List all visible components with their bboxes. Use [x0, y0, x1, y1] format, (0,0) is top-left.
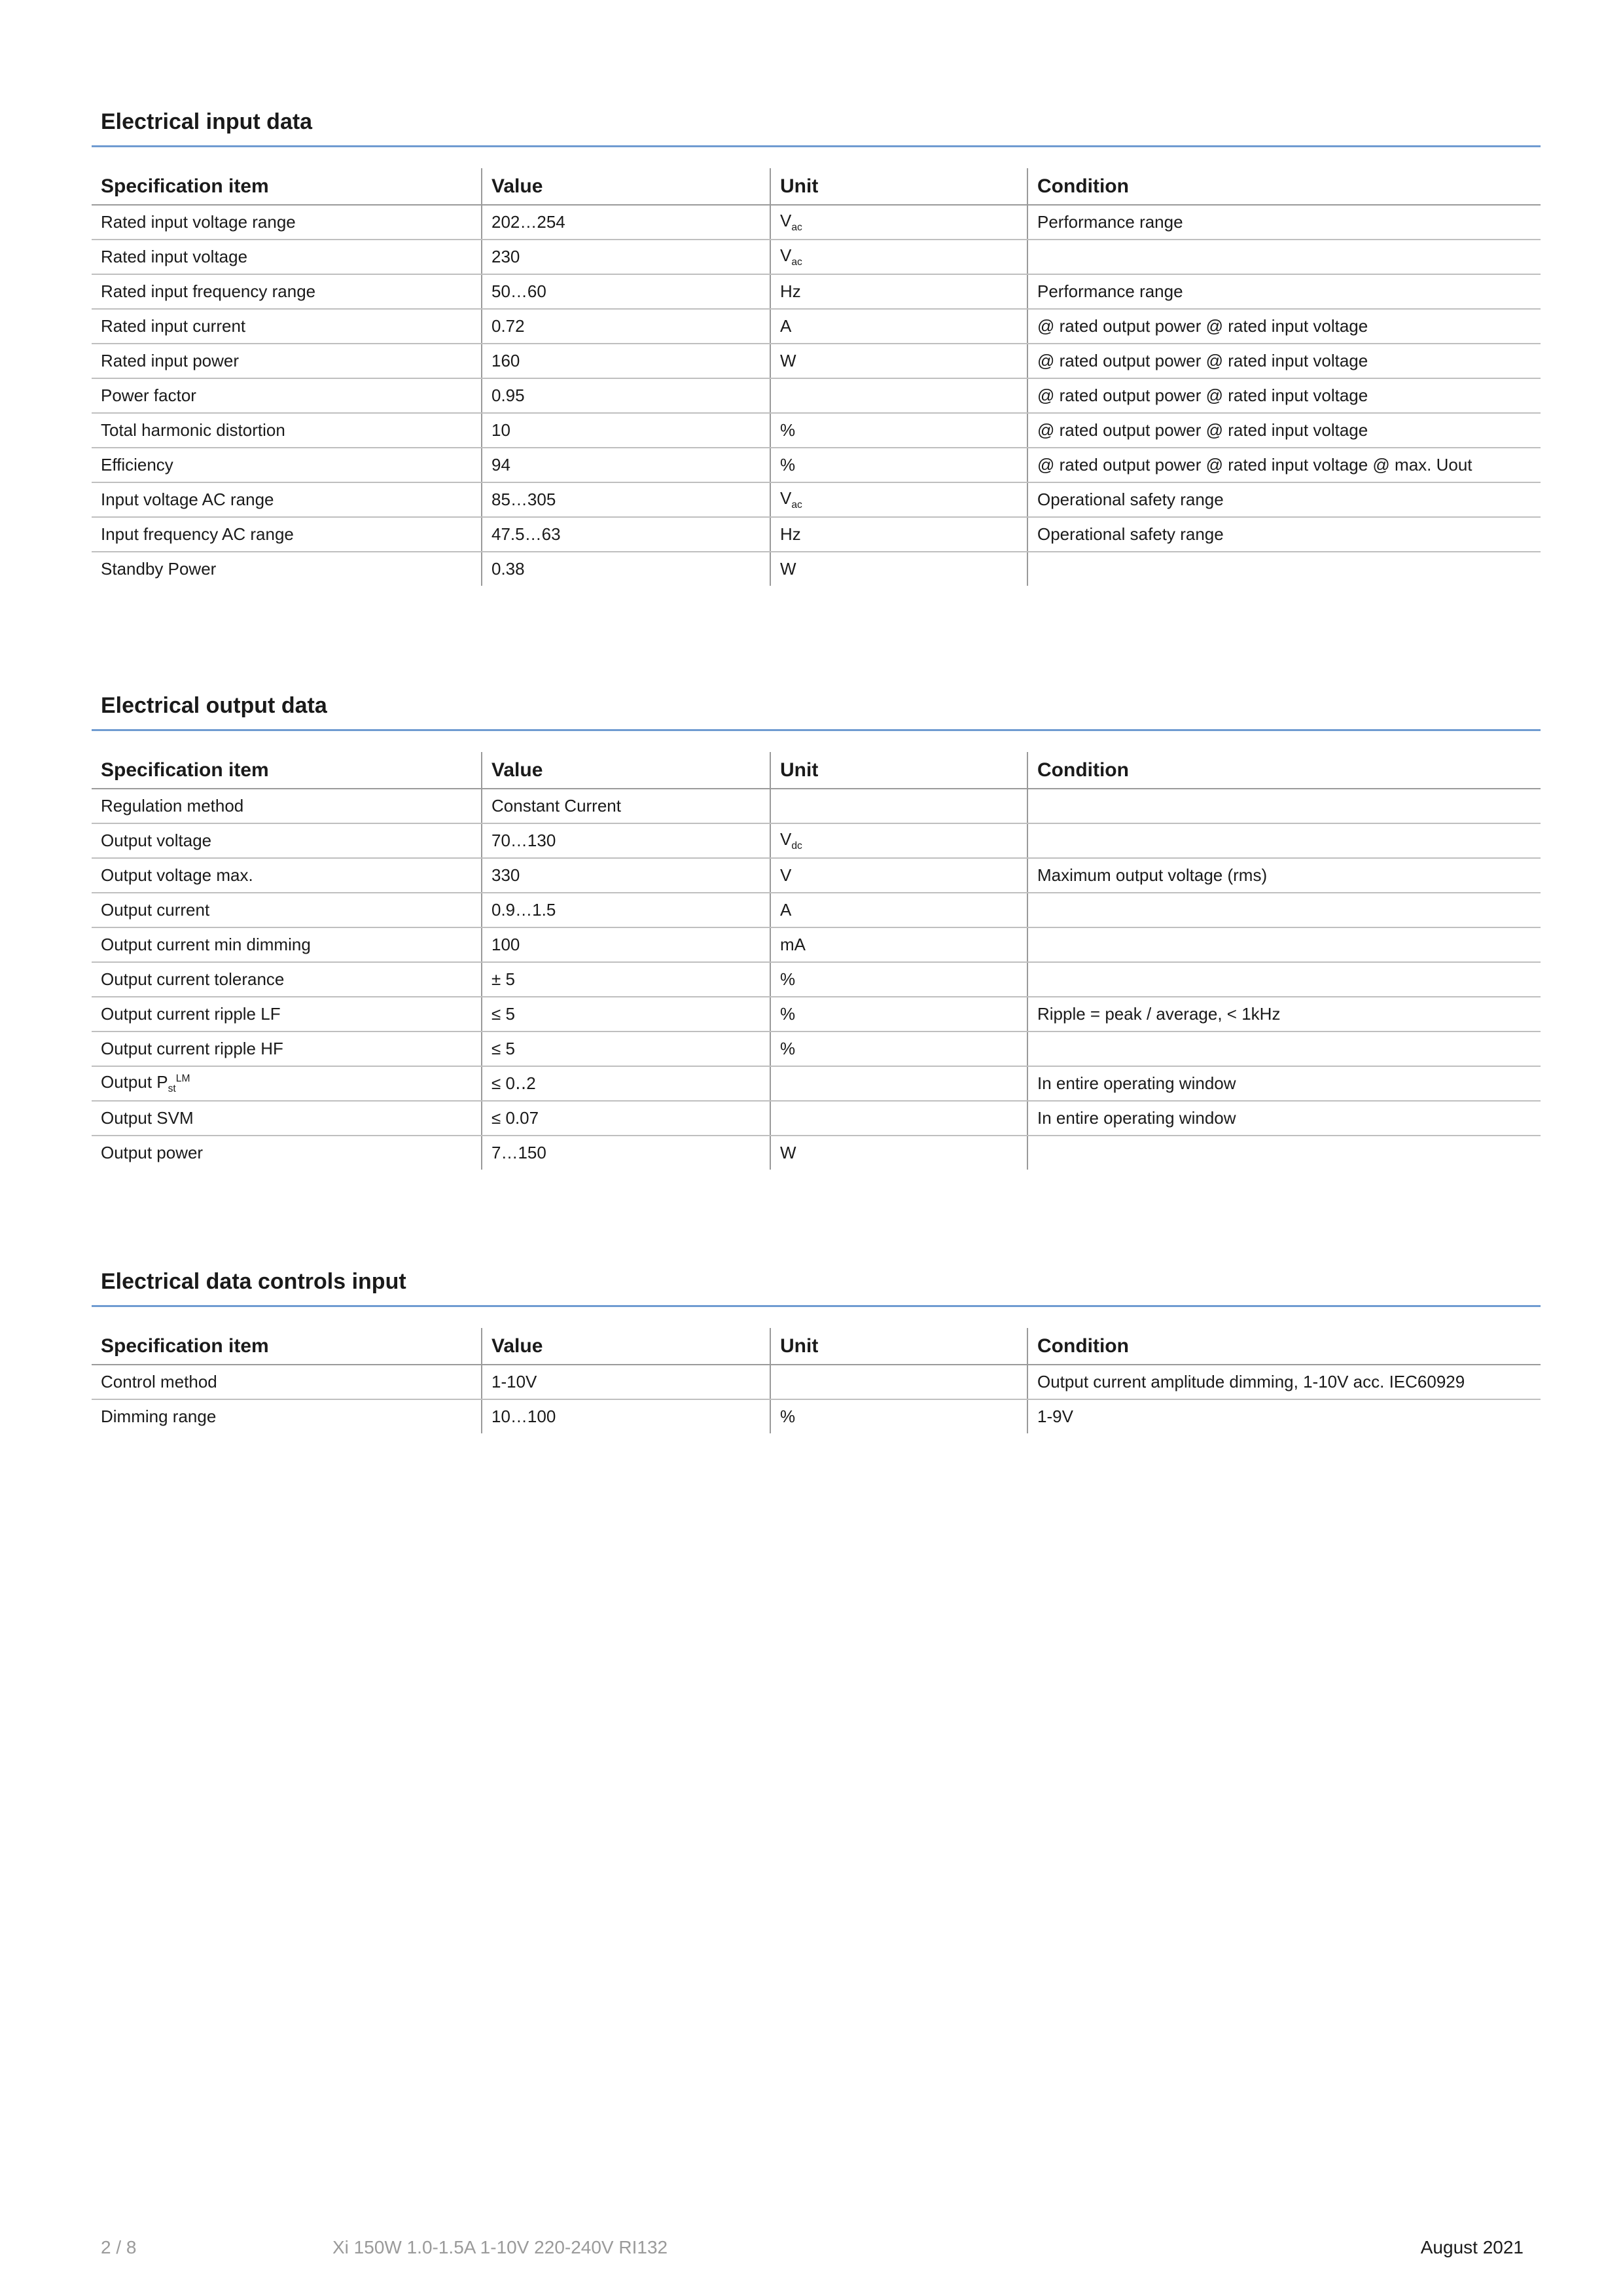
value-cell: 330 [482, 858, 770, 893]
table-row [92, 962, 1541, 997]
spec-item-cell [92, 309, 482, 344]
spec-item-cell [92, 240, 482, 274]
condition-cell [1027, 962, 1541, 997]
spec-item-cell [92, 344, 482, 378]
section-controls-input [92, 1263, 1541, 1433]
unit-subscript: ac [791, 257, 802, 268]
condition-cell [1027, 1031, 1541, 1066]
condition-cell: @ rated output power @ rated input voltage [1027, 413, 1541, 448]
publication-date: August 2021 [1420, 2237, 1524, 2257]
unit-cell [770, 240, 1027, 274]
column-header: Unit [770, 1328, 1027, 1365]
spec-item-cell [92, 1101, 482, 1136]
column-header: Unit [770, 168, 1027, 205]
column-header: Unit [770, 752, 1027, 789]
unit-cell [770, 205, 1027, 240]
unit-cell [770, 927, 1027, 962]
unit-cell [770, 1365, 1027, 1399]
spec-item-cell [92, 1031, 482, 1066]
unit-text: V [780, 245, 792, 265]
table-row [92, 482, 1541, 517]
spec-item-text: Output current [101, 900, 210, 920]
spec-item-text: Rated input frequency range [101, 281, 316, 301]
spec-item-text: Dimming range [101, 1407, 217, 1426]
product-name: Xi 150W 1.0-1.5A 1-10V 220-240V RI132 [332, 2237, 668, 2257]
spec-item-cell [92, 413, 482, 448]
table-row [92, 858, 1541, 893]
spec-item-text: Standby Power [101, 559, 217, 579]
value-cell: 70…130 [482, 823, 770, 858]
spec-item-text: Total harmonic distortion [101, 420, 285, 440]
value-cell: Constant Current [482, 789, 770, 823]
section-title: Electrical output data [101, 693, 327, 718]
unit-cell [770, 378, 1027, 413]
column-header: Specification item [92, 752, 482, 789]
spec-item-text: Output power [101, 1143, 204, 1162]
value-cell: 10 [482, 413, 770, 448]
spec-item-cell [92, 789, 482, 823]
table-row [92, 240, 1541, 274]
spec-item-text: Rated input voltage [101, 247, 248, 266]
page-number: 2 / 8 [101, 2237, 137, 2257]
spec-item-cell [92, 997, 482, 1031]
condition-cell: Output current amplitude dimming, 1-10V acc. IEC60929 [1027, 1365, 1541, 1399]
unit-cell [770, 517, 1027, 552]
condition-cell [1027, 789, 1541, 823]
condition-cell: In entire operating window [1027, 1101, 1541, 1136]
unit-cell [770, 1066, 1027, 1101]
section-divider [92, 1305, 1541, 1307]
table-row [92, 378, 1541, 413]
condition-cell: Ripple = peak / average, < 1kHz [1027, 997, 1541, 1031]
unit-text: % [780, 420, 796, 440]
spec-item-cell [92, 1399, 482, 1433]
spec-item-text: Output SVM [101, 1108, 194, 1128]
spec-item-text: Output current ripple HF [101, 1039, 283, 1058]
spec-item-text: Regulation method [101, 796, 244, 816]
spec-item-text: Output current ripple LF [101, 1004, 281, 1024]
table-row [92, 309, 1541, 344]
value-cell: 10…100 [482, 1399, 770, 1433]
table-row [92, 789, 1541, 823]
spec-item-cell [92, 962, 482, 997]
unit-text: V [780, 488, 792, 508]
unit-cell [770, 448, 1027, 482]
spec-item-text: Efficiency [101, 455, 173, 475]
spec-item-cell [92, 482, 482, 517]
unit-subscript: ac [791, 499, 802, 511]
value-cell: ≤ 0.07 [482, 1101, 770, 1136]
spec-item-cell [92, 858, 482, 893]
spec-item-superscript: LM [175, 1073, 190, 1085]
unit-text: V [780, 829, 792, 849]
column-header: Value [482, 1328, 770, 1365]
value-cell: ≤ 5 [482, 997, 770, 1031]
unit-text: % [780, 1039, 796, 1058]
spec-item-cell [92, 448, 482, 482]
value-cell: 100 [482, 927, 770, 962]
spec-table [92, 168, 1541, 586]
condition-cell: Maximum output voltage (rms) [1027, 858, 1541, 893]
value-cell: 47.5…63 [482, 517, 770, 552]
unit-text: W [780, 1143, 796, 1162]
unit-cell [770, 789, 1027, 823]
table-header-row [92, 168, 1541, 205]
condition-cell: @ rated output power @ rated input voltage [1027, 309, 1541, 344]
condition-cell: @ rated output power @ rated input voltage [1027, 344, 1541, 378]
spec-item-cell [92, 1365, 482, 1399]
condition-cell: Performance range [1027, 274, 1541, 309]
table-row [92, 1031, 1541, 1066]
column-header: Specification item [92, 1328, 482, 1365]
spec-item-cell [92, 205, 482, 240]
unit-text: V [780, 210, 792, 230]
unit-text: A [780, 900, 792, 920]
spec-item-cell [92, 517, 482, 552]
spec-item-text: Rated input power [101, 351, 240, 370]
value-cell: 0.38 [482, 552, 770, 586]
value-cell: ≤ 0‥2 [482, 1066, 770, 1101]
unit-cell [770, 893, 1027, 927]
spec-item-text: Output current min dimming [101, 935, 311, 954]
value-cell: 160 [482, 344, 770, 378]
unit-cell [770, 413, 1027, 448]
unit-text: % [780, 1004, 796, 1024]
condition-cell: @ rated output power @ rated input voltage [1027, 378, 1541, 413]
value-cell: 230 [482, 240, 770, 274]
value-cell: 202…254 [482, 205, 770, 240]
value-cell: 7…150 [482, 1136, 770, 1170]
table-row [92, 1365, 1541, 1399]
unit-cell [770, 1101, 1027, 1136]
spec-item-text: Power factor [101, 386, 196, 405]
column-header: Specification item [92, 168, 482, 205]
spec-item-cell [92, 378, 482, 413]
section-divider [92, 729, 1541, 731]
value-cell: 85…305 [482, 482, 770, 517]
unit-text: % [780, 969, 796, 989]
spec-table [92, 1328, 1541, 1433]
table-row [92, 927, 1541, 962]
unit-text: W [780, 351, 796, 370]
condition-cell [1027, 552, 1541, 586]
column-header: Value [482, 168, 770, 205]
unit-subscript: dc [791, 840, 802, 852]
section-divider [92, 145, 1541, 147]
spec-item-text: Output voltage [101, 831, 212, 850]
spec-item-text: Output voltage max. [101, 865, 253, 885]
spec-item-cell [92, 1136, 482, 1170]
condition-cell [1027, 927, 1541, 962]
value-cell: 94 [482, 448, 770, 482]
section-electrical-input [92, 103, 1541, 586]
spec-item-text: Control method [101, 1372, 217, 1391]
table-row [92, 893, 1541, 927]
section-title: Electrical data controls input [101, 1269, 406, 1294]
condition-cell [1027, 1136, 1541, 1170]
table-row [92, 997, 1541, 1031]
value-cell: 50…60 [482, 274, 770, 309]
value-cell: ≤ 5 [482, 1031, 770, 1066]
spec-item-text: Output P [101, 1071, 168, 1092]
condition-cell: Operational safety range [1027, 482, 1541, 517]
column-header: Condition [1027, 168, 1541, 205]
unit-text: W [780, 559, 796, 579]
table-row [92, 205, 1541, 240]
spec-item-text: Rated input current [101, 316, 246, 336]
condition-cell: In entire operating window [1027, 1066, 1541, 1101]
unit-cell [770, 997, 1027, 1031]
unit-cell [770, 309, 1027, 344]
table-row [92, 517, 1541, 552]
unit-cell [770, 858, 1027, 893]
unit-cell [770, 1136, 1027, 1170]
value-cell: 1-10V [482, 1365, 770, 1399]
unit-text: Hz [780, 524, 801, 544]
table-row [92, 1066, 1541, 1101]
unit-text: % [780, 455, 796, 475]
table-header-row [92, 752, 1541, 789]
unit-cell [770, 823, 1027, 858]
unit-cell [770, 1399, 1027, 1433]
unit-text: V [780, 865, 792, 885]
value-cell: 0.72 [482, 309, 770, 344]
column-header: Value [482, 752, 770, 789]
spec-item-cell [92, 823, 482, 858]
column-header: Condition [1027, 1328, 1541, 1365]
table-header-row [92, 1328, 1541, 1365]
unit-text: Hz [780, 281, 801, 301]
spec-item-cell [92, 893, 482, 927]
unit-text: A [780, 316, 792, 336]
spec-item-cell [92, 927, 482, 962]
value-cell: 0.95 [482, 378, 770, 413]
spec-item-cell [92, 1066, 482, 1101]
condition-cell [1027, 893, 1541, 927]
unit-cell [770, 1031, 1027, 1066]
spec-item-text: Rated input voltage range [101, 212, 296, 232]
section-electrical-output [92, 687, 1541, 1170]
table-row [92, 274, 1541, 309]
condition-cell: 1-9V [1027, 1399, 1541, 1433]
unit-cell [770, 274, 1027, 309]
table-row [92, 823, 1541, 858]
spec-item-cell [92, 274, 482, 309]
condition-cell [1027, 823, 1541, 858]
spec-item-text: Input voltage AC range [101, 490, 274, 509]
column-header: Condition [1027, 752, 1541, 789]
unit-cell [770, 962, 1027, 997]
table-row [92, 1399, 1541, 1433]
table-row [92, 1136, 1541, 1170]
unit-cell [770, 482, 1027, 517]
spec-table [92, 752, 1541, 1170]
spec-item-text: Output current tolerance [101, 969, 285, 989]
spec-item-subscript: st [168, 1083, 176, 1095]
condition-cell: Performance range [1027, 205, 1541, 240]
unit-cell [770, 344, 1027, 378]
table-row [92, 344, 1541, 378]
condition-cell: Operational safety range [1027, 517, 1541, 552]
table-row [92, 552, 1541, 586]
value-cell: ± 5 [482, 962, 770, 997]
unit-cell [770, 552, 1027, 586]
value-cell: 0.9…1.5 [482, 893, 770, 927]
table-row [92, 448, 1541, 482]
unit-text: % [780, 1407, 796, 1426]
table-row [92, 413, 1541, 448]
unit-subscript: ac [791, 222, 802, 234]
table-row [92, 1101, 1541, 1136]
condition-cell [1027, 240, 1541, 274]
unit-text: mA [780, 935, 806, 954]
spec-item-text: Input frequency AC range [101, 524, 294, 544]
spec-item-cell [92, 552, 482, 586]
section-title: Electrical input data [101, 109, 313, 134]
condition-cell: @ rated output power @ rated input voltage @ max. Uout [1027, 448, 1541, 482]
